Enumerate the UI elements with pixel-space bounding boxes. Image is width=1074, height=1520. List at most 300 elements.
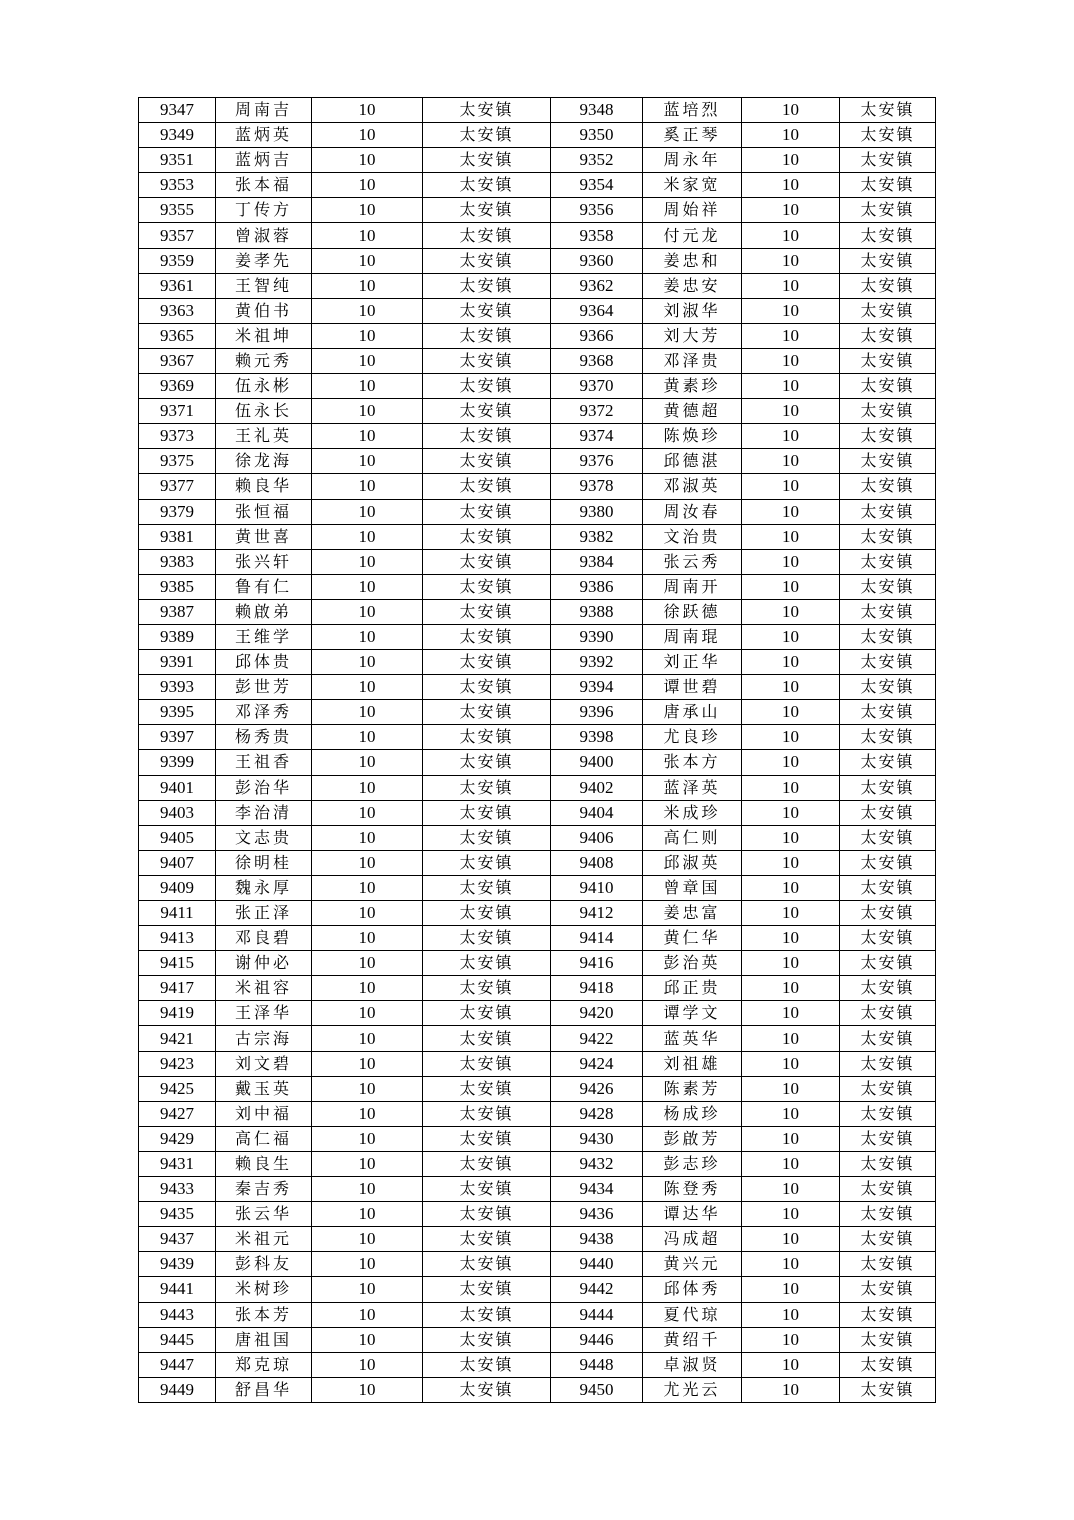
- person-name-cell: 唐祖国: [216, 1327, 312, 1352]
- person-name-cell: 文志贵: [216, 825, 312, 850]
- entry-number-cell: 9413: [139, 926, 216, 951]
- amount-cell: 10: [312, 273, 423, 298]
- town-cell: 太安镇: [423, 901, 551, 926]
- town-cell: 太安镇: [423, 273, 551, 298]
- person-name-cell: 黄兴元: [643, 1252, 742, 1277]
- entry-number-cell: 9440: [551, 1252, 643, 1277]
- entry-number-cell: 9422: [551, 1026, 643, 1051]
- town-cell: 太安镇: [423, 976, 551, 1001]
- amount-cell: 10: [312, 424, 423, 449]
- person-name-cell: 高仁福: [216, 1126, 312, 1151]
- town-cell: 太安镇: [840, 524, 936, 549]
- town-cell: 太安镇: [840, 374, 936, 399]
- amount-cell: 10: [312, 223, 423, 248]
- entry-number-cell: 9399: [139, 750, 216, 775]
- amount-cell: 10: [312, 173, 423, 198]
- table-row: [139, 198, 936, 223]
- entry-number-cell: 9350: [551, 123, 643, 148]
- table-row: [139, 424, 936, 449]
- town-cell: 太安镇: [840, 1126, 936, 1151]
- town-cell: 太安镇: [423, 298, 551, 323]
- amount-cell: 10: [312, 474, 423, 499]
- person-name-cell: 鲁有仁: [216, 574, 312, 599]
- entry-number-cell: 9388: [551, 599, 643, 624]
- person-name-cell: 陈登秀: [643, 1177, 742, 1202]
- town-cell: 太安镇: [423, 1051, 551, 1076]
- amount-cell: 10: [312, 875, 423, 900]
- town-cell: 太安镇: [423, 750, 551, 775]
- table-row: [139, 825, 936, 850]
- entry-number-cell: 9448: [551, 1352, 643, 1377]
- entry-number-cell: 9391: [139, 650, 216, 675]
- table-row: [139, 374, 936, 399]
- amount-cell: 10: [742, 223, 840, 248]
- person-name-cell: 周南吉: [216, 98, 312, 123]
- entry-number-cell: 9386: [551, 574, 643, 599]
- person-name-cell: 蓝泽英: [643, 775, 742, 800]
- amount-cell: 10: [312, 1202, 423, 1227]
- entry-number-cell: 9449: [139, 1377, 216, 1402]
- entry-number-cell: 9380: [551, 499, 643, 524]
- amount-cell: 10: [312, 374, 423, 399]
- entry-number-cell: 9352: [551, 148, 643, 173]
- town-cell: 太安镇: [840, 775, 936, 800]
- entry-number-cell: 9441: [139, 1277, 216, 1302]
- entry-number-cell: 9376: [551, 449, 643, 474]
- entry-number-cell: 9351: [139, 148, 216, 173]
- amount-cell: 10: [742, 474, 840, 499]
- entry-number-cell: 9355: [139, 198, 216, 223]
- town-cell: 太安镇: [423, 374, 551, 399]
- entry-number-cell: 9360: [551, 248, 643, 273]
- amount-cell: 10: [742, 750, 840, 775]
- amount-cell: 10: [312, 951, 423, 976]
- entry-number-cell: 9396: [551, 700, 643, 725]
- town-cell: 太安镇: [840, 424, 936, 449]
- amount-cell: 10: [742, 800, 840, 825]
- amount-cell: 10: [742, 1001, 840, 1026]
- entry-number-cell: 9359: [139, 248, 216, 273]
- town-cell: 太安镇: [423, 399, 551, 424]
- entry-number-cell: 9366: [551, 323, 643, 348]
- entry-number-cell: 9424: [551, 1051, 643, 1076]
- entry-number-cell: 9417: [139, 976, 216, 1001]
- town-cell: 太安镇: [423, 424, 551, 449]
- town-cell: 太安镇: [840, 148, 936, 173]
- person-name-cell: 邓泽秀: [216, 700, 312, 725]
- entry-number-cell: 9375: [139, 449, 216, 474]
- town-cell: 太安镇: [840, 1151, 936, 1176]
- entry-number-cell: 9423: [139, 1051, 216, 1076]
- person-name-cell: 赖良华: [216, 474, 312, 499]
- town-cell: 太安镇: [840, 875, 936, 900]
- entry-number-cell: 9374: [551, 424, 643, 449]
- town-cell: 太安镇: [423, 98, 551, 123]
- person-name-cell: 王维学: [216, 624, 312, 649]
- table-row: [139, 449, 936, 474]
- table-row: [139, 1327, 936, 1352]
- person-name-cell: 赖啟弟: [216, 599, 312, 624]
- amount-cell: 10: [742, 976, 840, 1001]
- amount-cell: 10: [312, 1327, 423, 1352]
- table-row: [139, 976, 936, 1001]
- person-name-cell: 周南开: [643, 574, 742, 599]
- entry-number-cell: 9438: [551, 1227, 643, 1252]
- town-cell: 太安镇: [840, 1327, 936, 1352]
- table-row: [139, 1377, 936, 1402]
- entry-number-cell: 9442: [551, 1277, 643, 1302]
- amount-cell: 10: [742, 775, 840, 800]
- person-name-cell: 姜忠安: [643, 273, 742, 298]
- town-cell: 太安镇: [423, 725, 551, 750]
- town-cell: 太安镇: [423, 1327, 551, 1352]
- town-cell: 太安镇: [423, 1101, 551, 1126]
- amount-cell: 10: [742, 98, 840, 123]
- person-name-cell: 陈素芳: [643, 1076, 742, 1101]
- town-cell: 太安镇: [423, 624, 551, 649]
- entry-number-cell: 9418: [551, 976, 643, 1001]
- person-name-cell: 刘大芳: [643, 323, 742, 348]
- town-cell: 太安镇: [840, 399, 936, 424]
- entry-number-cell: 9377: [139, 474, 216, 499]
- entry-number-cell: 9405: [139, 825, 216, 850]
- person-name-cell: 张正泽: [216, 901, 312, 926]
- entry-number-cell: 9444: [551, 1302, 643, 1327]
- table-row: [139, 599, 936, 624]
- town-cell: 太安镇: [423, 524, 551, 549]
- table-row: [139, 248, 936, 273]
- entry-number-cell: 9378: [551, 474, 643, 499]
- amount-cell: 10: [742, 675, 840, 700]
- entry-number-cell: 9411: [139, 901, 216, 926]
- town-cell: 太安镇: [423, 1277, 551, 1302]
- person-name-cell: 彭治华: [216, 775, 312, 800]
- town-cell: 太安镇: [423, 474, 551, 499]
- entry-number-cell: 9357: [139, 223, 216, 248]
- amount-cell: 10: [312, 1177, 423, 1202]
- amount-cell: 10: [742, 1151, 840, 1176]
- entry-number-cell: 9397: [139, 725, 216, 750]
- entry-number-cell: 9367: [139, 348, 216, 373]
- person-name-cell: 刘淑华: [643, 298, 742, 323]
- amount-cell: 10: [312, 348, 423, 373]
- table-row: [139, 800, 936, 825]
- person-name-cell: 尤良珍: [643, 725, 742, 750]
- person-name-cell: 邓泽贵: [643, 348, 742, 373]
- entry-number-cell: 9414: [551, 926, 643, 951]
- amount-cell: 10: [742, 1277, 840, 1302]
- town-cell: 太安镇: [423, 926, 551, 951]
- entry-number-cell: 9402: [551, 775, 643, 800]
- person-name-cell: 彭志珍: [643, 1151, 742, 1176]
- table-row: [139, 98, 936, 123]
- entry-number-cell: 9400: [551, 750, 643, 775]
- town-cell: 太安镇: [423, 1126, 551, 1151]
- table-row: [139, 650, 936, 675]
- table-row: [139, 1126, 936, 1151]
- entry-number-cell: 9401: [139, 775, 216, 800]
- amount-cell: 10: [742, 1177, 840, 1202]
- entry-number-cell: 9430: [551, 1126, 643, 1151]
- amount-cell: 10: [742, 650, 840, 675]
- amount-cell: 10: [312, 650, 423, 675]
- person-name-cell: 高仁则: [643, 825, 742, 850]
- entry-number-cell: 9371: [139, 399, 216, 424]
- amount-cell: 10: [312, 1101, 423, 1126]
- town-cell: 太安镇: [423, 123, 551, 148]
- person-name-cell: 付元龙: [643, 223, 742, 248]
- entry-number-cell: 9408: [551, 850, 643, 875]
- amount-cell: 10: [312, 148, 423, 173]
- amount-cell: 10: [742, 374, 840, 399]
- town-cell: 太安镇: [840, 1177, 936, 1202]
- entry-number-cell: 9436: [551, 1202, 643, 1227]
- amount-cell: 10: [312, 1151, 423, 1176]
- amount-cell: 10: [312, 1277, 423, 1302]
- person-name-cell: 伍永长: [216, 399, 312, 424]
- entry-number-cell: 9416: [551, 951, 643, 976]
- person-name-cell: 周南琨: [643, 624, 742, 649]
- town-cell: 太安镇: [840, 901, 936, 926]
- entry-number-cell: 9415: [139, 951, 216, 976]
- town-cell: 太安镇: [840, 650, 936, 675]
- amount-cell: 10: [312, 1352, 423, 1377]
- entry-number-cell: 9379: [139, 499, 216, 524]
- person-name-cell: 邱体秀: [643, 1277, 742, 1302]
- town-cell: 太安镇: [840, 248, 936, 273]
- person-name-cell: 蓝培烈: [643, 98, 742, 123]
- entry-number-cell: 9420: [551, 1001, 643, 1026]
- table-row: [139, 850, 936, 875]
- amount-cell: 10: [742, 449, 840, 474]
- amount-cell: 10: [742, 499, 840, 524]
- town-cell: 太安镇: [423, 675, 551, 700]
- entry-number-cell: 9398: [551, 725, 643, 750]
- person-name-cell: 文治贵: [643, 524, 742, 549]
- amount-cell: 10: [742, 875, 840, 900]
- person-name-cell: 夏代琼: [643, 1302, 742, 1327]
- town-cell: 太安镇: [423, 825, 551, 850]
- amount-cell: 10: [312, 775, 423, 800]
- table-row: [139, 123, 936, 148]
- table-row: [139, 1001, 936, 1026]
- town-cell: 太安镇: [423, 348, 551, 373]
- person-name-cell: 邓良碧: [216, 926, 312, 951]
- entry-number-cell: 9431: [139, 1151, 216, 1176]
- town-cell: 太安镇: [423, 1177, 551, 1202]
- town-cell: 太安镇: [423, 650, 551, 675]
- entry-number-cell: 9393: [139, 675, 216, 700]
- entry-number-cell: 9362: [551, 273, 643, 298]
- amount-cell: 10: [312, 825, 423, 850]
- town-cell: 太安镇: [840, 298, 936, 323]
- table-row: [139, 1177, 936, 1202]
- table-row: [139, 750, 936, 775]
- town-cell: 太安镇: [423, 574, 551, 599]
- town-cell: 太安镇: [423, 1076, 551, 1101]
- amount-cell: 10: [742, 1327, 840, 1352]
- town-cell: 太安镇: [423, 951, 551, 976]
- table-row: [139, 499, 936, 524]
- person-name-cell: 徐跃德: [643, 599, 742, 624]
- table-row: [139, 1202, 936, 1227]
- person-name-cell: 王礼英: [216, 424, 312, 449]
- town-cell: 太安镇: [840, 951, 936, 976]
- town-cell: 太安镇: [840, 800, 936, 825]
- amount-cell: 10: [742, 725, 840, 750]
- entry-number-cell: 9356: [551, 198, 643, 223]
- person-name-cell: 黄伯书: [216, 298, 312, 323]
- town-cell: 太安镇: [423, 800, 551, 825]
- person-name-cell: 赖元秀: [216, 348, 312, 373]
- town-cell: 太安镇: [840, 474, 936, 499]
- amount-cell: 10: [742, 248, 840, 273]
- entry-number-cell: 9385: [139, 574, 216, 599]
- person-name-cell: 张恒福: [216, 499, 312, 524]
- town-cell: 太安镇: [840, 1277, 936, 1302]
- amount-cell: 10: [742, 1126, 840, 1151]
- person-name-cell: 张本福: [216, 173, 312, 198]
- person-name-cell: 杨秀贵: [216, 725, 312, 750]
- person-name-cell: 刘正华: [643, 650, 742, 675]
- town-cell: 太安镇: [423, 700, 551, 725]
- entry-number-cell: 9384: [551, 549, 643, 574]
- entry-number-cell: 9347: [139, 98, 216, 123]
- entry-number-cell: 9354: [551, 173, 643, 198]
- entry-number-cell: 9432: [551, 1151, 643, 1176]
- town-cell: 太安镇: [423, 1352, 551, 1377]
- entry-number-cell: 9392: [551, 650, 643, 675]
- entry-number-cell: 9407: [139, 850, 216, 875]
- entry-number-cell: 9387: [139, 599, 216, 624]
- entry-number-cell: 9406: [551, 825, 643, 850]
- entry-number-cell: 9421: [139, 1026, 216, 1051]
- entry-number-cell: 9419: [139, 1001, 216, 1026]
- amount-cell: 10: [742, 1051, 840, 1076]
- person-name-cell: 张云秀: [643, 549, 742, 574]
- person-name-cell: 黄仁华: [643, 926, 742, 951]
- amount-cell: 10: [312, 1126, 423, 1151]
- amount-cell: 10: [742, 273, 840, 298]
- person-name-cell: 王智纯: [216, 273, 312, 298]
- amount-cell: 10: [312, 198, 423, 223]
- person-name-cell: 周汝春: [643, 499, 742, 524]
- person-name-cell: 黄绍千: [643, 1327, 742, 1352]
- entry-number-cell: 9404: [551, 800, 643, 825]
- person-name-cell: 张本方: [643, 750, 742, 775]
- table-row: [139, 474, 936, 499]
- entry-number-cell: 9403: [139, 800, 216, 825]
- town-cell: 太安镇: [840, 725, 936, 750]
- entry-number-cell: 9426: [551, 1076, 643, 1101]
- amount-cell: 10: [742, 700, 840, 725]
- amount-cell: 10: [742, 574, 840, 599]
- amount-cell: 10: [742, 1252, 840, 1277]
- amount-cell: 10: [312, 624, 423, 649]
- amount-cell: 10: [312, 549, 423, 574]
- amount-cell: 10: [742, 624, 840, 649]
- table-row: [139, 675, 936, 700]
- register-table-body: [139, 98, 936, 1403]
- town-cell: 太安镇: [840, 1051, 936, 1076]
- person-name-cell: 张本芳: [216, 1302, 312, 1327]
- table-row: [139, 1352, 936, 1377]
- entry-number-cell: 9390: [551, 624, 643, 649]
- person-name-cell: 姜忠富: [643, 901, 742, 926]
- town-cell: 太安镇: [840, 750, 936, 775]
- entry-number-cell: 9439: [139, 1252, 216, 1277]
- entry-number-cell: 9394: [551, 675, 643, 700]
- amount-cell: 10: [312, 800, 423, 825]
- town-cell: 太安镇: [840, 1227, 936, 1252]
- town-cell: 太安镇: [840, 1302, 936, 1327]
- entry-number-cell: 9383: [139, 549, 216, 574]
- entry-number-cell: 9370: [551, 374, 643, 399]
- register-table: [138, 97, 936, 1403]
- table-row: [139, 1101, 936, 1126]
- town-cell: 太安镇: [423, 1227, 551, 1252]
- town-cell: 太安镇: [423, 1302, 551, 1327]
- amount-cell: 10: [742, 1227, 840, 1252]
- table-row: [139, 1051, 936, 1076]
- amount-cell: 10: [742, 1377, 840, 1402]
- amount-cell: 10: [742, 348, 840, 373]
- amount-cell: 10: [312, 725, 423, 750]
- entry-number-cell: 9365: [139, 323, 216, 348]
- town-cell: 太安镇: [423, 148, 551, 173]
- amount-cell: 10: [742, 148, 840, 173]
- entry-number-cell: 9409: [139, 875, 216, 900]
- town-cell: 太安镇: [423, 1202, 551, 1227]
- town-cell: 太安镇: [423, 1377, 551, 1402]
- person-name-cell: 黄世喜: [216, 524, 312, 549]
- town-cell: 太安镇: [840, 1202, 936, 1227]
- town-cell: 太安镇: [840, 499, 936, 524]
- person-name-cell: 郑克琼: [216, 1352, 312, 1377]
- amount-cell: 10: [742, 198, 840, 223]
- table-row: [139, 549, 936, 574]
- person-name-cell: 蓝炳英: [216, 123, 312, 148]
- amount-cell: 10: [742, 926, 840, 951]
- town-cell: 太安镇: [840, 1001, 936, 1026]
- town-cell: 太安镇: [423, 499, 551, 524]
- person-name-cell: 唐承山: [643, 700, 742, 725]
- amount-cell: 10: [742, 1202, 840, 1227]
- amount-cell: 10: [312, 750, 423, 775]
- town-cell: 太安镇: [423, 1151, 551, 1176]
- entry-number-cell: 9381: [139, 524, 216, 549]
- entry-number-cell: 9389: [139, 624, 216, 649]
- person-name-cell: 米祖坤: [216, 323, 312, 348]
- town-cell: 太安镇: [840, 825, 936, 850]
- amount-cell: 10: [742, 599, 840, 624]
- person-name-cell: 刘文碧: [216, 1051, 312, 1076]
- town-cell: 太安镇: [423, 1252, 551, 1277]
- person-name-cell: 邱淑英: [643, 850, 742, 875]
- amount-cell: 10: [312, 1076, 423, 1101]
- person-name-cell: 邱德湛: [643, 449, 742, 474]
- table-row: [139, 348, 936, 373]
- amount-cell: 10: [312, 449, 423, 474]
- person-name-cell: 张云华: [216, 1202, 312, 1227]
- amount-cell: 10: [312, 1026, 423, 1051]
- entry-number-cell: 9410: [551, 875, 643, 900]
- amount-cell: 10: [312, 599, 423, 624]
- person-name-cell: 彭啟芳: [643, 1126, 742, 1151]
- amount-cell: 10: [312, 123, 423, 148]
- person-name-cell: 徐龙海: [216, 449, 312, 474]
- entry-number-cell: 9373: [139, 424, 216, 449]
